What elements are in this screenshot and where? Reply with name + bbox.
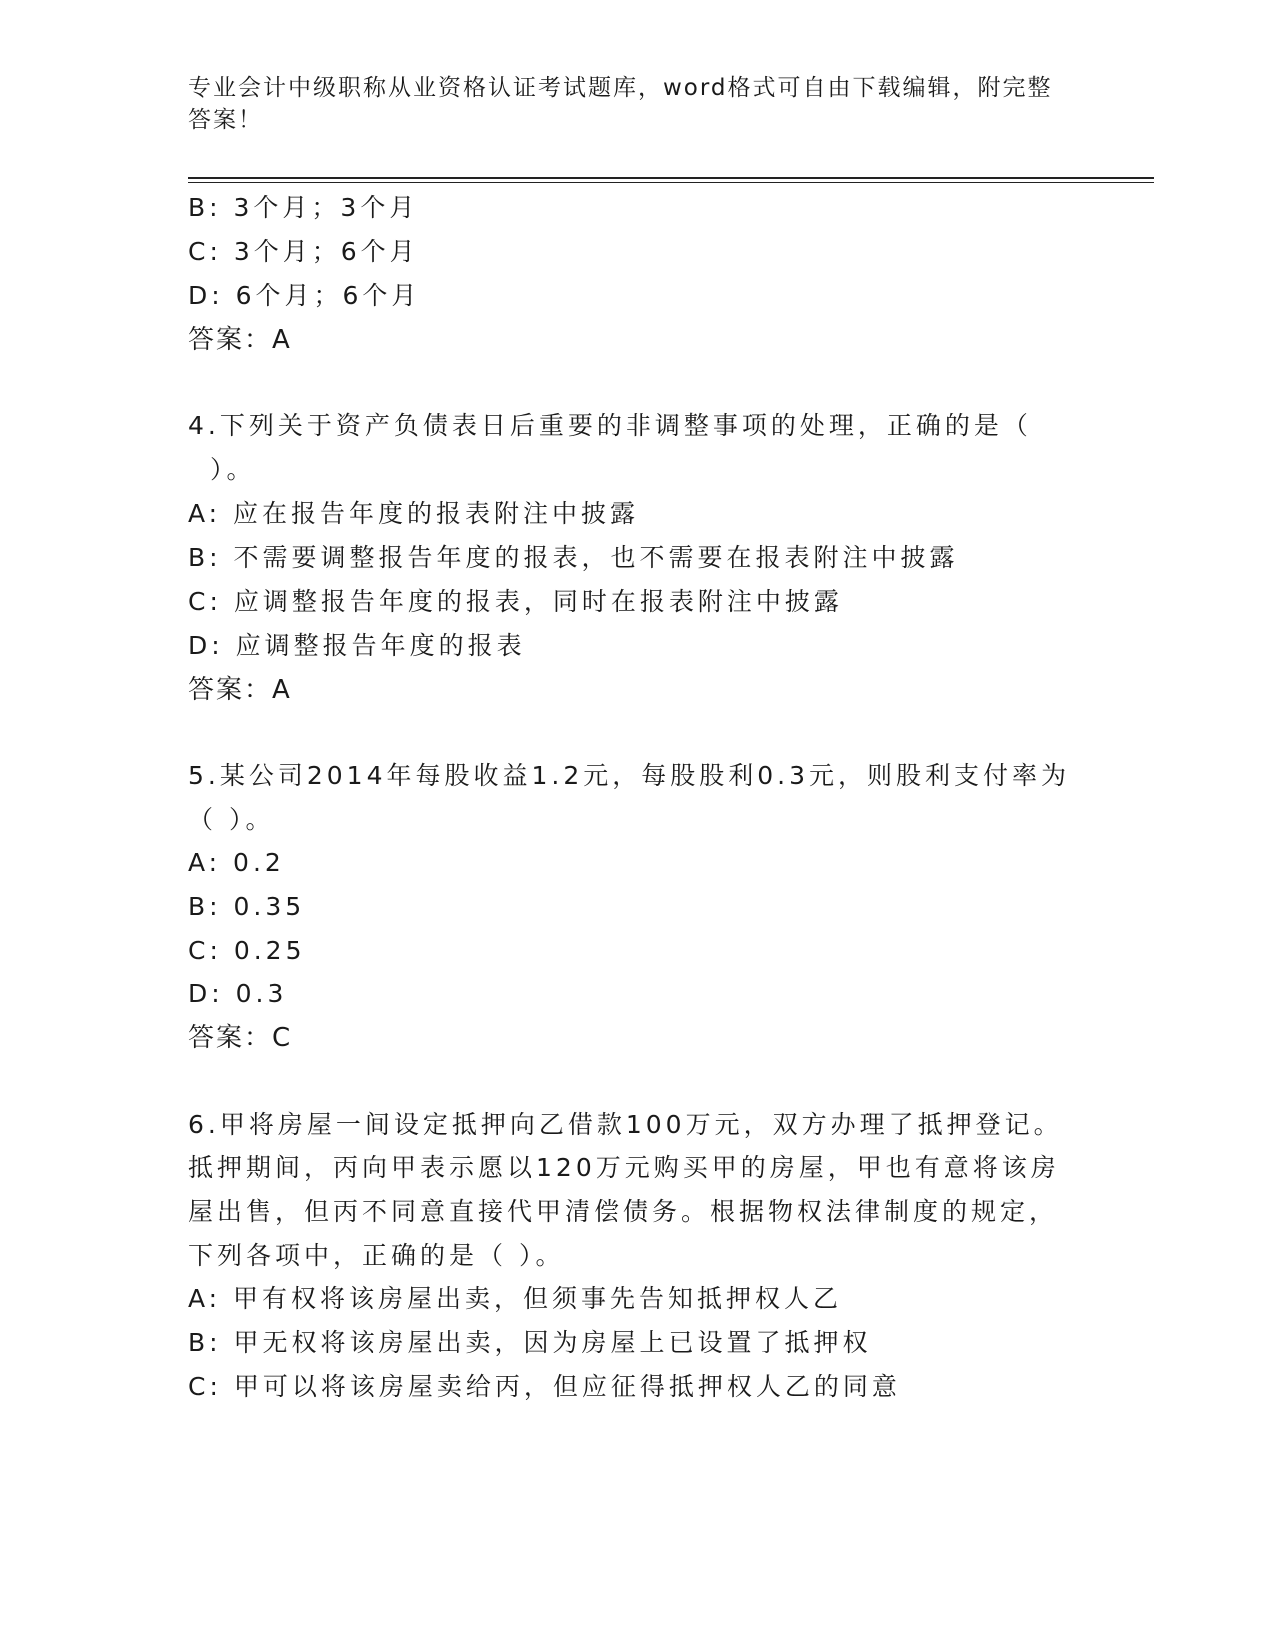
- q5-option-a: A: 0.2: [188, 848, 285, 877]
- header-divider: [188, 177, 1154, 179]
- q4-answer: 答案：A: [188, 675, 292, 705]
- q6-option-a: A: 甲有权将该房屋出卖，但须事先告知抵押权人乙: [188, 1284, 843, 1313]
- q4-option-d: D: 应调整报告年度的报表: [188, 631, 526, 660]
- q6-stem-line4: 下列各项中，正确的是（ ）。: [188, 1241, 565, 1270]
- q3-option-d: D: 6个月；6个月: [188, 281, 421, 310]
- q6-option-b: B: 甲无权将该房屋出卖，因为房屋上已设置了抵押权: [188, 1328, 872, 1357]
- q5-option-b: B: 0.35: [188, 892, 306, 921]
- q4-option-a: A: 应在报告年度的报表附注中披露: [188, 499, 640, 528]
- q6-option-c: C: 甲可以将该房屋卖给丙，但应征得抵押权人乙的同意: [188, 1372, 901, 1401]
- q5-option-c: C: 0.25: [188, 936, 306, 965]
- q4-option-b: B: 不需要调整报告年度的报表，也不需要在报表附注中披露: [188, 543, 959, 572]
- q4-stem-line1: 4.下列关于资产负债表日后重要的非调整事项的处理，正确的是（: [188, 411, 1032, 440]
- q5-option-d: D: 0.3: [188, 979, 288, 1008]
- header-divider-thin: [188, 182, 1154, 183]
- page-header: 专业会计中级职称从业资格认证考试题库，word格式可自由下载编辑，附完整答案！: [188, 75, 1053, 133]
- q6-stem-line2: 抵押期间，丙向甲表示愿以120万元购买甲的房屋，甲也有意将该房: [188, 1153, 1060, 1182]
- q3-option-b: B: 3个月；3个月: [188, 193, 419, 222]
- q3-option-c: C: 3个月；6个月: [188, 237, 419, 266]
- q4-option-c: C: 应调整报告年度的报表，同时在报表附注中披露: [188, 587, 843, 616]
- q4-stem-line2: ）。: [210, 455, 256, 484]
- q6-stem-line3: 屋出售，但丙不同意直接代甲清偿债务。根据物权法律制度的规定，: [188, 1197, 1059, 1226]
- q6-stem-line1: 6.甲将房屋一间设定抵押向乙借款100万元，双方办理了抵押登记。: [188, 1110, 1063, 1139]
- q5-stem-line1: 5.某公司2014年每股收益1.2元，每股股利0.3元，则股利支付率为: [188, 761, 1070, 790]
- q3-answer: 答案：A: [188, 325, 292, 355]
- q5-answer: 答案：C: [188, 1023, 293, 1053]
- q5-stem-line2: （ ）。: [188, 805, 275, 834]
